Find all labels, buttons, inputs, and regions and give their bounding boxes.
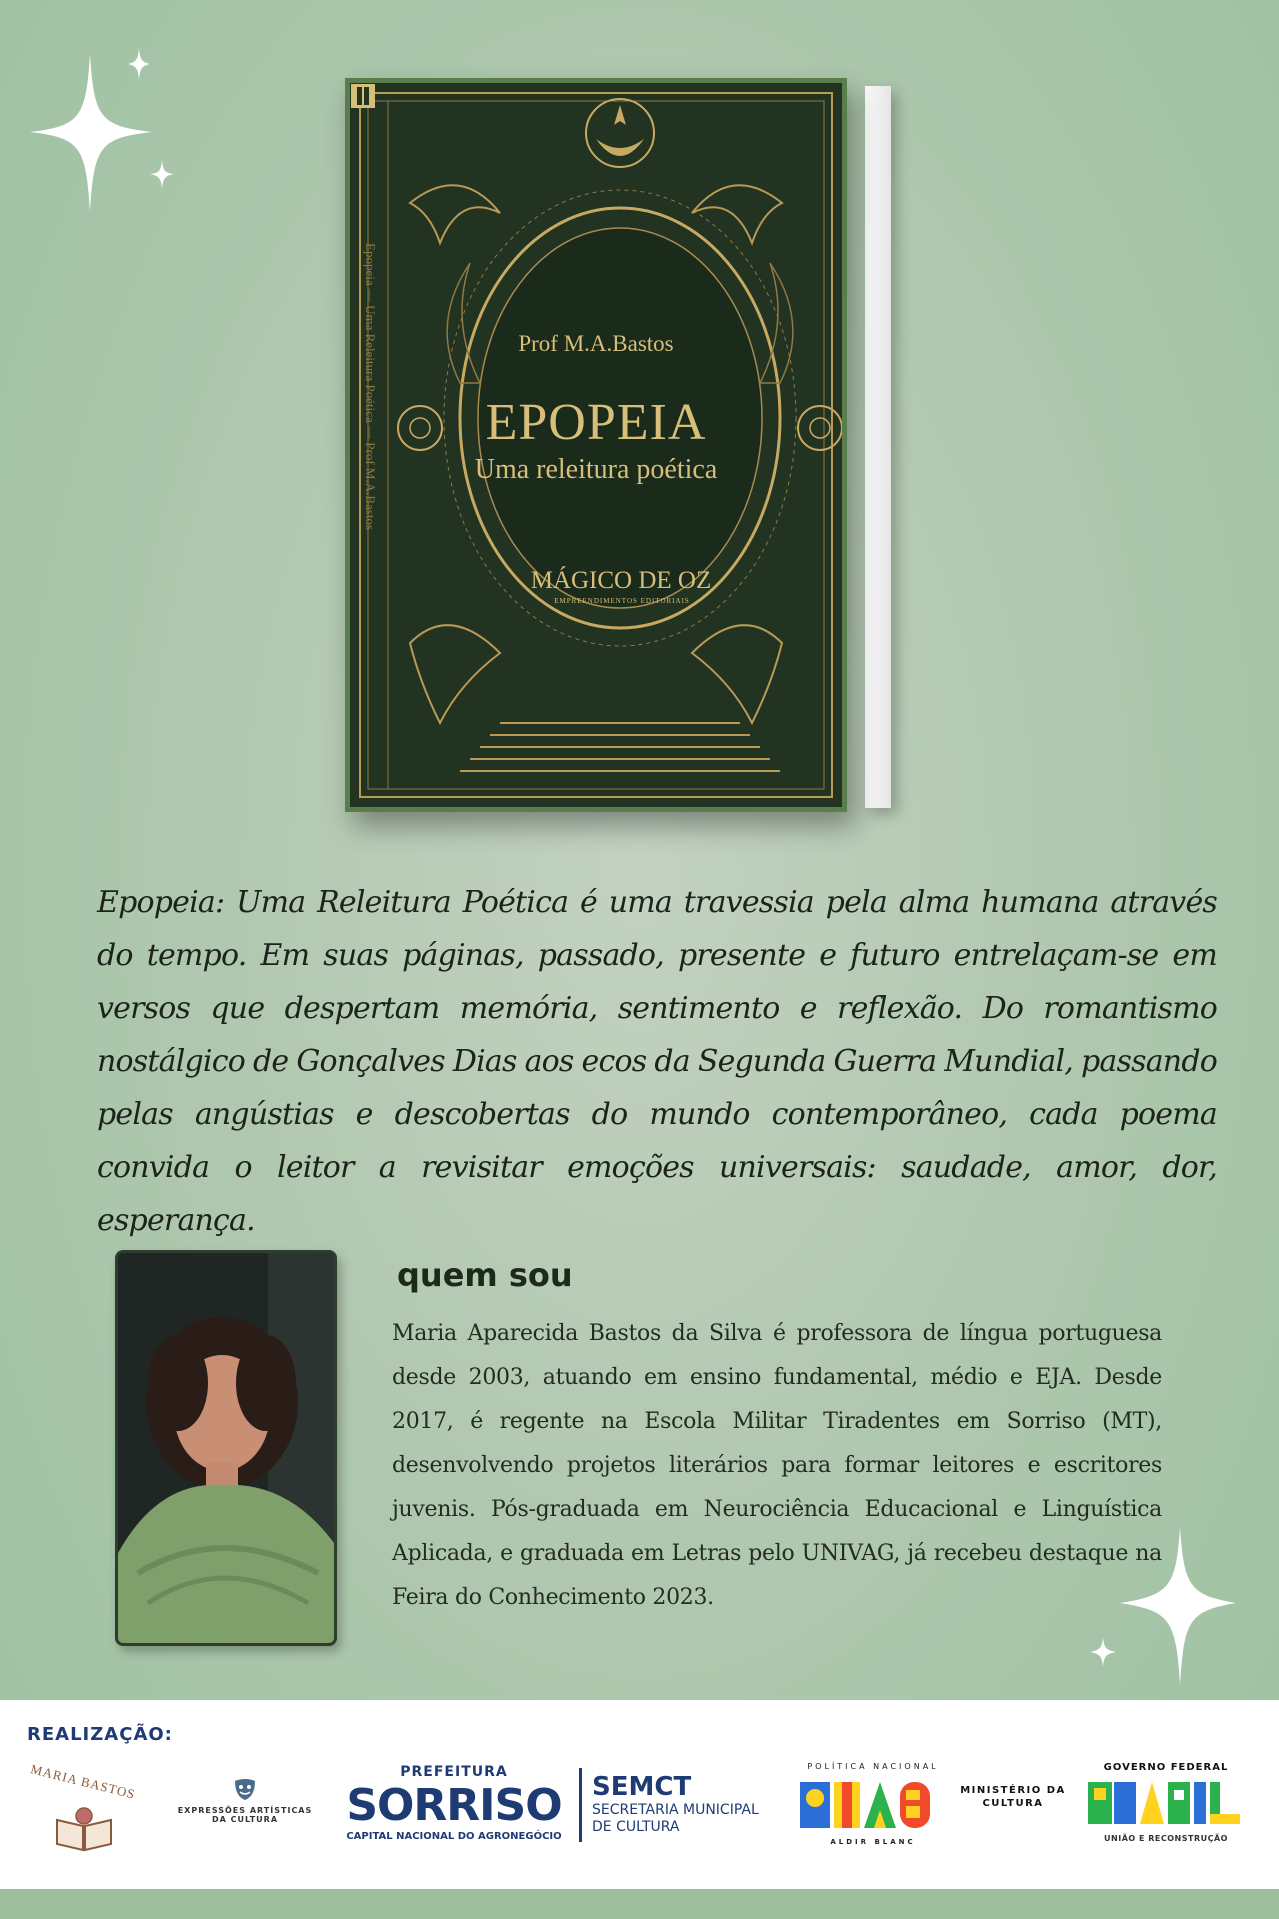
book-logo-icon (350, 83, 376, 109)
pnab-top: POLÍTICA NACIONAL (807, 1762, 939, 1771)
book-mockup (345, 78, 900, 816)
book-pages (865, 86, 891, 808)
gov-bottom: UNIÃO E RECONSTRUÇÃO (1104, 1834, 1228, 1843)
cover-spine-text: Epopeia — Uma Releitura Poética — Prof M.A.Bastos (363, 243, 378, 531)
pnab-mark-icon (800, 1776, 946, 1834)
sponsors-footer (0, 1700, 1279, 1889)
book-author: Prof M.A.Bastos (518, 331, 674, 356)
minc-line2: CULTURA (982, 1798, 1044, 1809)
governo-federal-logo (1086, 1762, 1246, 1852)
realizacao-label: REALIZAÇÃO: (27, 1724, 173, 1745)
semct-logo (592, 1772, 792, 1842)
expressoes-artisticas-logo (170, 1778, 320, 1838)
minc-line1: MINISTÉRIO DA (960, 1785, 1066, 1796)
book-subtitle: Uma releitura poética (474, 454, 718, 485)
book-publisher-sub: EMPREENDIMENTOS EDITORIAIS (554, 597, 690, 605)
semct-line2: DE CULTURA (592, 1819, 680, 1835)
ministerio-cultura-logo (958, 1784, 1068, 1824)
gov-top: GOVERNO FEDERAL (1103, 1762, 1229, 1773)
semct-line1: SECRETARIA MUNICIPAL (592, 1802, 759, 1818)
logo-divider (579, 1768, 582, 1842)
book-publisher: MÁGICO DE OZ (530, 567, 712, 594)
expressoes-line2: DA CULTURA (211, 1815, 279, 1824)
book-cover (345, 78, 847, 812)
semct-name: SEMCT (592, 1772, 692, 1802)
brasil-mark-icon (1088, 1778, 1244, 1830)
sorriso-name: SORRISO (346, 1780, 562, 1831)
about-heading: quem sou (397, 1256, 573, 1294)
pnab-bottom: ALDIR BLANC (830, 1838, 916, 1846)
author-photo (115, 1250, 337, 1646)
book-synopsis: Epopeia: Uma Releitura Poética é uma travessia pela alma humana através do tempo. Em suas páginas, passado, presente e futuro entrelaçam-se em versos que despertam memória, sentimento e reflexão. Do romantismo nostálgico de Gonçalves Dias aos ecos da Segunda Guerra Mundial, passando pelas angústias e descobertas do mundo contemporâneo, cada poema convida o leitor a revisitar emoções universais: saudade, amor, dor, esperança. (97, 885, 1217, 1238)
sparkle-icon (28, 48, 178, 218)
footer-strip (0, 1889, 1279, 1919)
expressoes-line1: EXPRESSÕES ARTÍSTICAS (177, 1806, 313, 1815)
theater-mask-icon (232, 1778, 258, 1802)
prefeitura-label: PREFEITURA (400, 1764, 508, 1780)
sorriso-tagline: CAPITAL NACIONAL DO AGRONEGÓCIO (346, 1831, 562, 1842)
about-text: Maria Aparecida Bastos da Silva é professora de língua portuguesa desde 2003, atuando em ensino fundamental, médio e EJA. Desde 2017, é regente na Escola Militar Tiradentes em Sorriso (MT), desenvolvendo projetos literários para formar leitores e escritores juvenis. Pós-graduada em Neurociência Educacional e Linguística Aplicada, e graduada em Letras pelo UNIVAG, já recebeu destaque na Feira do Conhecimento 2023. (392, 1321, 1162, 1610)
prefeitura-sorriso-logo (334, 1764, 574, 1844)
book-title: EPOPEIA (485, 394, 707, 451)
maria-bastos-name: MARIA BASTOS (29, 1761, 138, 1802)
book-rose-icon (53, 1804, 115, 1854)
pnab-logo (800, 1762, 946, 1852)
maria-bastos-logo (28, 1761, 138, 1866)
photo-portrait (118, 1253, 334, 1643)
